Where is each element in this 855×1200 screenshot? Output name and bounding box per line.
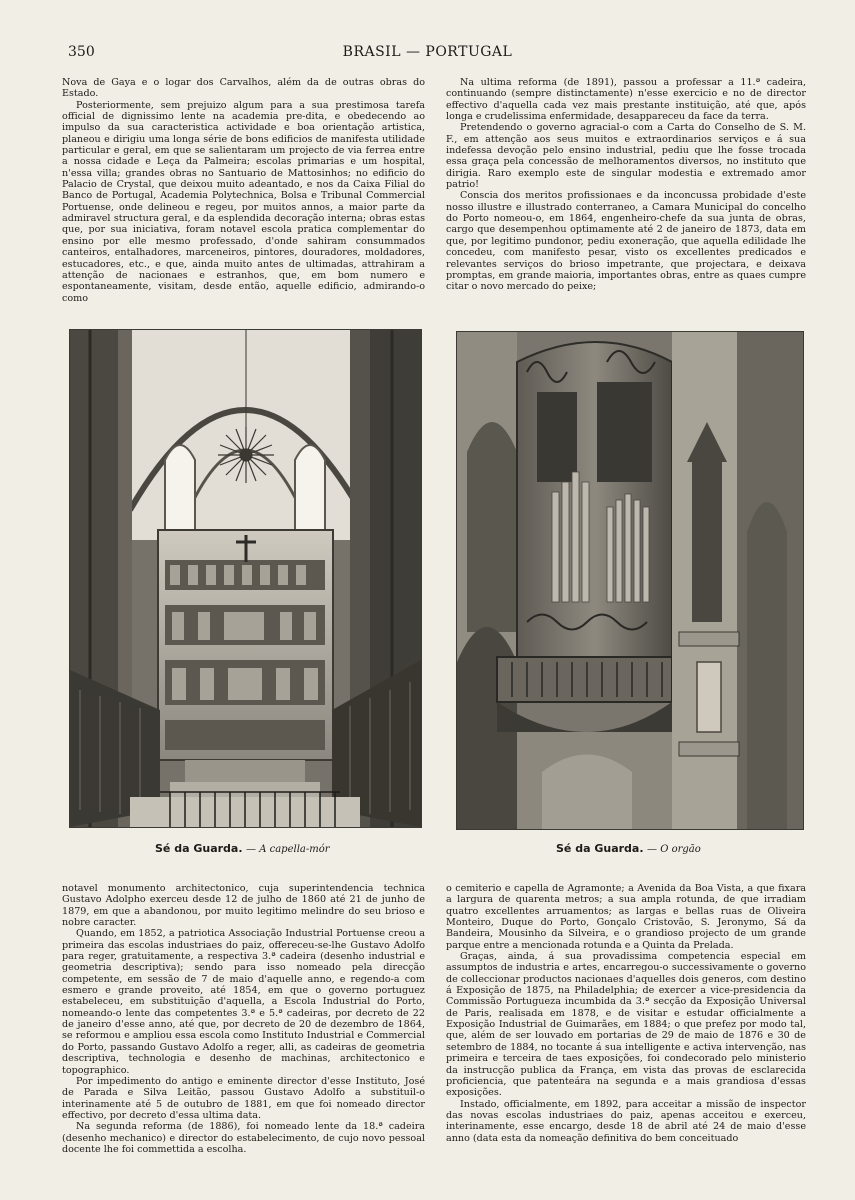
caption-orgao <box>556 842 701 855</box>
caption-capella-mor <box>155 842 330 855</box>
text-column-top-left <box>62 77 425 304</box>
paragraph: Graças, ainda, á sua provadissima competencia especial em assumptos de industria e artes, encarregou-o successivamente o governo de colleccionar productos nacionaes d'aquelles dois generos, com destino á Exposição de 1875, na Philadelphia; de exercer a vice-presidencia da Commissão Portugueza incumbida da 3.ª secção da Exposição Universal de Paris, realisada em 1878, e de visitar e estudar officialmente a Exposição Industrial de Guimarães, em 1884; o que prefez por modo tal, que, além de ser louvado em portarias de 29 de maio de 1876 e 30 de setembro de 1884, no tocante á sua intelligente e activa intervenção, nas primeira e terceira de taes exposições, foi condecorado pelo ministerio da instrucção publica da França, em vista das provas de esclarecida proficiencia, que patenteára na segunda e a mais grandiosa d'essas exposições. <box>446 951 806 1099</box>
paragraph: Na ultima reforma (de 1891), passou a professar a 11.ª cadeira, continuando (sempre distinctamente) n'esse exercicio e no de director effectivo d'aquella cada vez mais prestante instituição, até que, após longa e crudelissima enfermidade, desappareceu da face da terra. <box>446 77 806 123</box>
organ-illustration <box>457 332 803 829</box>
text-column-bottom-left <box>62 883 425 1155</box>
paragraph: Conscia dos meritos profissionaes e da inconcussa probidade d'este nosso illustre e illustrado conterraneo, a Camara Municipal do concelho do Porto nomeou-o, em 1864, engenheiro-chefe da sua junta de obras, cargo que desempenhou optimamente até 2 de janeiro de 1873, data em que, por legitimo pundonor, pediu exoneração, que aquella edilidade lhe concedeu, com manifesto pesar, visto os excellentes predicados e relevantes serviços do brioso impetrante, que projectara, e deixava promptas, em grande maioria, importantes obras, entre as quaes cumpre citar o novo mercado do peixe; <box>446 190 806 293</box>
caption-subtitle: — A capella-mór <box>246 844 330 855</box>
caption-place: Sé da Guarda. <box>155 842 243 855</box>
photo-orgao <box>456 331 804 830</box>
running-title: BRASIL — PORTUGAL <box>342 44 513 60</box>
chancel-illustration <box>70 330 421 827</box>
text-column-bottom-right <box>446 883 806 1144</box>
caption-place: Sé da Guarda. <box>556 842 644 855</box>
paragraph: Na segunda reforma (de 1886), foi nomeado lente da 18.ª cadeira (desenho mechanico) e director do estabelecimento, de cujo novo pessoal docente lhe foi commettida a escolha. <box>62 1121 425 1155</box>
paragraph: Instado, officialmente, em 1892, para acceitar a missão de inspector das novas escolas industriaes do paiz, apenas acceitou e exerceu, interinamente, esse encargo, desde 18 de abril até 24 de maio d'esse anno (data esta da nomeação definitiva do bem conceituado <box>446 1098 806 1144</box>
caption-subtitle: — O orgão <box>647 844 701 855</box>
paragraph: notavel monumento architectonico, cuja superintendencia technica Gustavo Adolpho exerceu desde 12 de julho de 1860 até 21 de junho de 1879, em que a abandonou, por muito legitimo melindre do seu brioso e nobre caracter. <box>62 883 425 929</box>
page-number: 350 <box>68 44 95 60</box>
paragraph: o cemiterio e capella de Agramonte; a Avenida da Boa Vista, a que fixara a largura de quarenta metros; a sua ampla rotunda, de que irradiam quatro excellentes arruamentos; as largas e bellas ruas de Oliveira Monteiro, Duque do Porto, Gonçalo Cristovão, S. Jeronymo, Sá da Bandeira, Mousinho da Silveira, e o grandioso projecto de um grande parque entre a mencionada rotunda e a Quinta da Prelada. <box>446 883 806 951</box>
paragraph: Pretendendo o governo agracial-o com a Carta do Conselho de S. M. F., em attenção aos seus muitos e extraordinarios serviços e á sua indefessa devoção pelo ensino industrial, pediu que lhe fosse trocada essa graça pela concessão de melhoramentos diversos, no instituto que dirigia. Raro exemplo este de singular modestia e extremado amor patrio! <box>446 122 806 191</box>
photo-capella-mor <box>69 329 422 828</box>
paragraph: Nova de Gaya e o logar dos Carvalhos, além da de outras obras do Estado. <box>62 77 425 100</box>
paragraph: Quando, em 1852, a patriotica Associação Industrial Portuense creou a primeira das escolas industriaes do paiz, offereceu-se-lhe Gustavo Adolfo para reger, gratuitamente, a respectiva 3.ª cadeira (desenho industrial e geometria descriptiva); sendo para isso nomeado pela direcção competente, em sessão de 7 de maio d'aquelle anno, e regendo-a com esmero e grande proveito, até 1854, em que o governo portuguez estabeleceu, em substituição d'aquella, a Escola Industrial do Porto, nomeando-o lente das competentes 3.ª e 5.ª cadeiras, por decreto de 22 de janeiro d'esse anno, até que, por decreto de 20 de dezembro de 1864, se reformou e ampliou essa escola como Instituto Industrial e Commercial do Porto, passando Gustavo Adolfo a reger, alli, as cadeiras de geometria descriptiva, technologia e desenho de machinas, architectonico e topographico. <box>62 928 425 1076</box>
paragraph: Posteriormente, sem prejuizo algum para a sua prestimosa tarefa official de dignissimo lente na academia pre-dita, e obedecendo ao impulso da sua caracteristica actividade e boa orientação artistica, planeou e dirigiu uma longa série de bons edificios de manifesta utilidade particular e geral, em que se salientaram um projecto de via ferrea entre a nossa cidade e Leça da Palmeira; escolas primarias e um hospital, n'essa villa; grandes obras no Santuario de Mattosinhos; no edificio do Palacio de Crystal, que deixou muito adeantado, e nos da Caixa Filial do Banco de Portugal, Academia Polytechnica, Bolsa e Tribunal Commercial Portuense, onde delineou e regeu, por muitos annos, a maior parte da admiravel structura geral, e da esplendida decoração interna; obras estas que, por sua iniciativa, foram notavel escola pratica complementar do ensino por elle mesmo professado, d'onde sahiram consummados canteiros, entalhadores, marceneiros, pintores, douradores, moldadores, estucadores, etc., e que, ainda muito antes de ultimadas, attrahiram a attenção de nacionaes e estranhos, que, em bom numero e espontaneamente, visitam, desde então, aquelle edificio, admirando-o como <box>62 99 425 304</box>
text-column-top-right <box>446 77 806 293</box>
paragraph: Por impedimento do antigo e eminente director d'esse Instituto, José de Parada e Silva Leitão, passou Gustavo Adolfo a substituil-o interinamente até 5 de outubro de 1881, em que foi nomeado director effectivo, por decreto d'essa ultima data. <box>62 1075 425 1121</box>
